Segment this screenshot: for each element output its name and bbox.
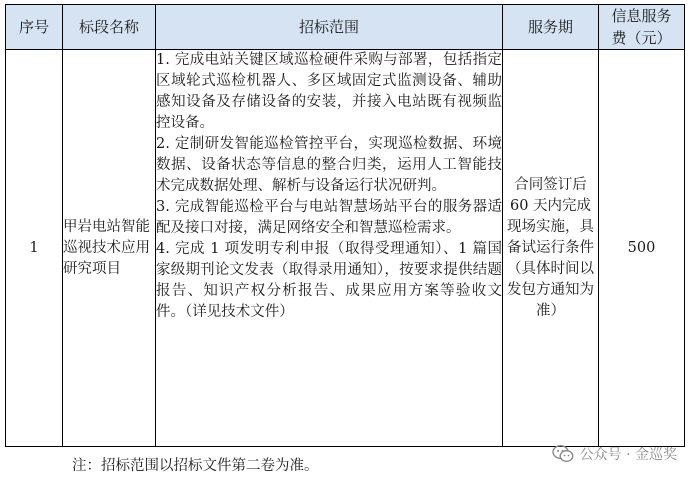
tender-table — [5, 4, 685, 447]
scope-item-2: 2. 定制研发智能巡检管控平台，实现巡检数据、环境数据、设备状态等信息的整合归类，运用人工智能技术完成数据处理、解析与设备运行状况研判。 — [156, 136, 502, 194]
table-header-row — [6, 5, 685, 50]
header-no: 序号 — [6, 5, 63, 50]
scope-item-4: 4. 完成 1 项发明专利申报（取得受理通知）、1 篇国家级期刊论文发表（取得录用通知），按要求提供结题报告、知识产权分析报告、成果应用方案等验收文件。（详见技术文件） — [156, 241, 502, 320]
header-service-period: 服务期 — [503, 5, 599, 50]
scope-item-1: 1. 完成电站关键区域巡检硬件采购与部署，包括指定区域轮式巡检机器人、多区域固定式监测设备、辅助感知设备及存储设备的安装，并接入电站既有视频监控设备。 — [156, 52, 502, 131]
header-fee: 信息服务费（元） — [599, 5, 685, 50]
cell-no: 1 — [6, 50, 63, 447]
header-scope: 招标范围 — [156, 5, 503, 50]
watermark-text: 公众号 · 金巡奖 — [579, 447, 677, 463]
wechat-icon — [552, 444, 574, 464]
watermark — [552, 444, 677, 464]
cell-fee: 500 — [599, 50, 685, 447]
scope-item-3: 3. 完成智能巡检平台与电站智慧场站平台的服务器适配及接口对接，满足网络安全和智慧巡检需求。 — [156, 199, 502, 236]
cell-service-period: 合同签订后 60 天内完成现场实施，具备试运行条件（具体时间以发包方通知为准） — [503, 50, 599, 447]
cell-scope — [156, 50, 503, 447]
table-row — [6, 50, 685, 447]
header-lot-name: 标段名称 — [63, 5, 156, 50]
cell-lot-name: 甲岩电站智能巡视技术应用研究项目 — [63, 50, 156, 447]
footnote: 注：招标范围以招标文件第二卷为准。 — [72, 458, 319, 474]
